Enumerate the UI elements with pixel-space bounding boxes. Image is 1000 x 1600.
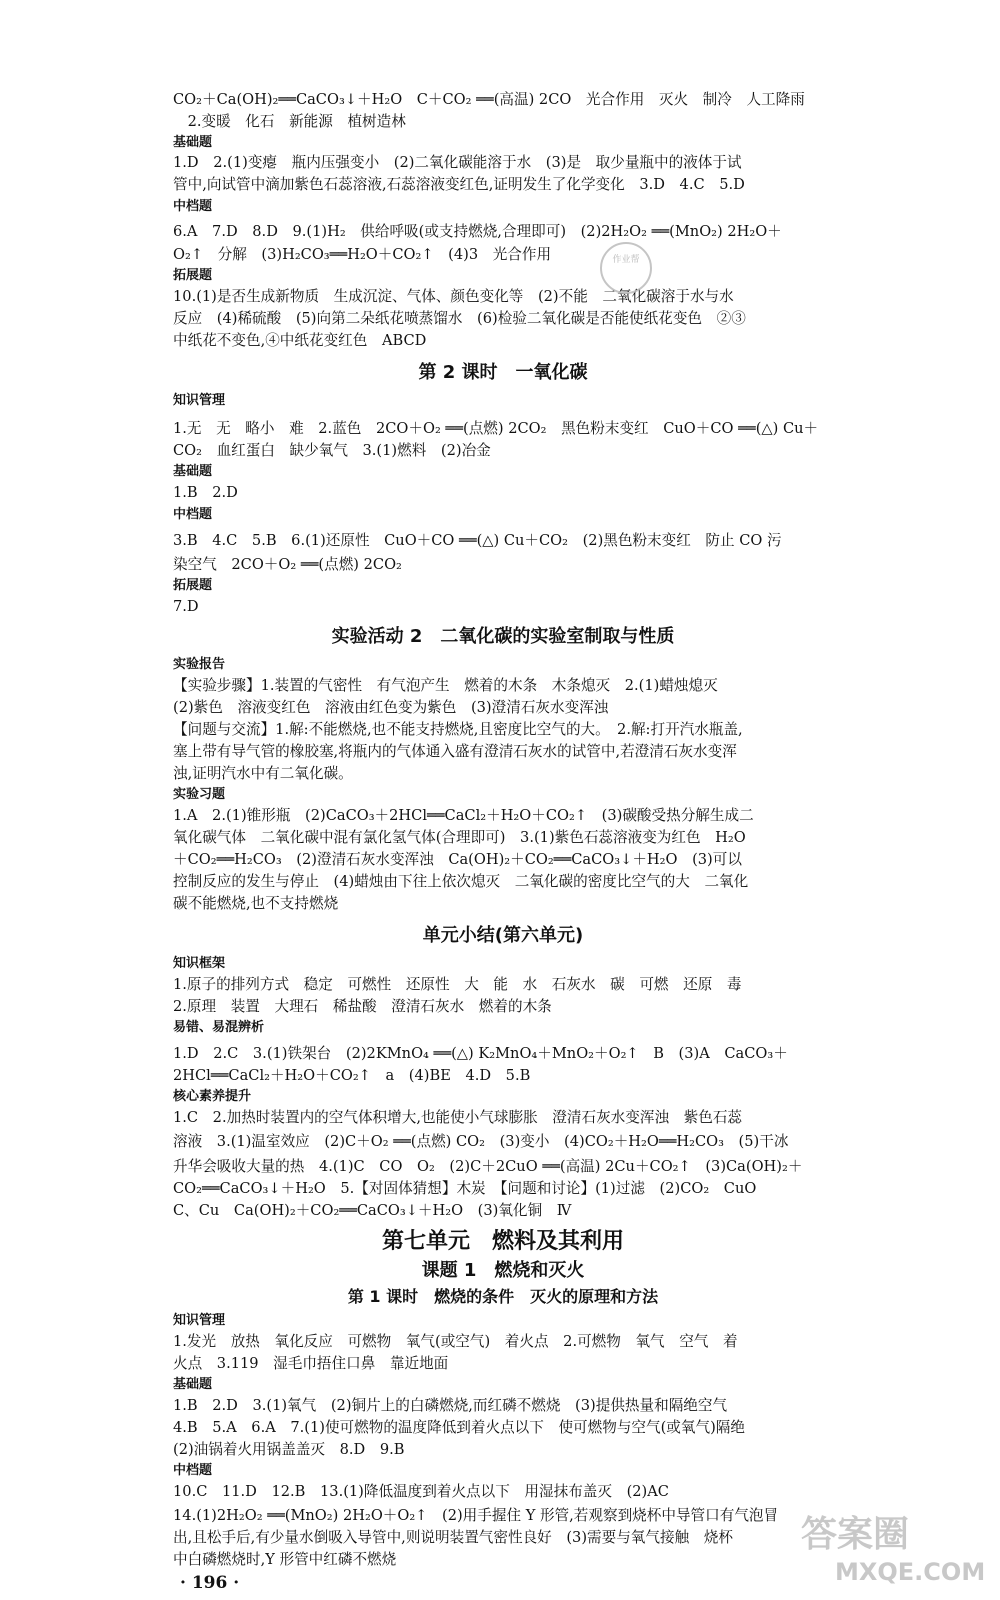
text-line: 氧化碳气体 二氧化碳中混有氯化氢气体(合理即可) 3.(1)紫色石蕊溶液变为红色 H₂O (173, 829, 746, 846)
unit-summary-heading: 单元小结(第六单元) (422, 925, 584, 946)
text-line: ＋CO₂══H₂CO₃ (2)澄清石灰水变浑浊 Ca(OH)₂＋CO₂══CaCO₃↓＋H₂O (3)可以 (173, 851, 742, 868)
text-line: 1.发光 放热 氧化反应 可燃物 氧气(或空气) 着火点 2.可燃物 氧气 空气 着 (173, 1333, 738, 1350)
unit-heading: 第七单元 燃料及其利用 (381, 1229, 624, 1254)
text-line: 【问题与交流】1.解:不能燃烧,也不能支持燃烧,且密度比空气的大。 2.解:打开汽水瓶盖, (173, 721, 743, 738)
watermark-logo (795, 1498, 986, 1598)
text-line: 2.变暖 化石 新能源 植树造林 (173, 113, 406, 130)
text-line: 2HCl══CaCl₂＋H₂O＋CO₂↑ a (4)BE 4.D 5.B (173, 1067, 531, 1084)
text-line: 中白磷燃烧时,Y 形管中红磷不燃烧 (173, 1551, 397, 1568)
text-line: CO₂══CaCO₃↓＋H₂O 5.【对固体猜想】木炭 【问题和讨论】(1)过滤 (2)CO₂ CuO (173, 1180, 757, 1197)
text-line: CO₂＋Ca(OH)₂══CaCO₃↓＋H₂O C＋CO₂ ══(高温) 2CO 光合作用 灭火 制冷 人工降雨 (173, 91, 805, 108)
text-line: 10.(1)是否生成新物质 生成沉淀、气体、颜色变化等 (2)不能 二氧化碳溶于水与水 (173, 288, 734, 305)
text-line: 1.A 2.(1)锥形瓶 (2)CaCO₃＋2HCl══CaCl₂＋H₂O＋CO₂↑ (3)碳酸受热分解生成二 (173, 807, 754, 824)
section-label: 中档题 (173, 1463, 213, 1478)
text-line: 染空气 2CO＋O₂ ══(点燃) 2CO₂ (173, 556, 402, 573)
text-line: 7.D (173, 598, 199, 615)
text-line: 反应 (4)稀硫酸 (5)向第二朵纸花喷蒸馏水 (6)检验二氧化碳是否能使纸花变色 ②③ (173, 310, 746, 327)
watermark-url: MXQE.COM (835, 1558, 986, 1586)
text-line: C、Cu Ca(OH)₂＋CO₂══CaCO₃↓＋H₂O (3)氧化铜 Ⅳ (173, 1202, 572, 1219)
text-line: 4.B 5.A 6.A 7.(1)使可燃物的温度降低到着火点以下 使可燃物与空气(或氧气)隔绝 (173, 1419, 745, 1436)
section-label: 知识管理 (173, 393, 226, 408)
text-line: 1.D 2.C 3.(1)铁架台 (2)2KMnO₄ ══(△) K₂MnO₄＋MnO₂＋O₂↑ B (3)A CaCO₃＋ (173, 1045, 788, 1062)
text-line: 管中,向试管中滴加紫色石蕊溶液,石蕊溶液变红色,证明发生了化学变化 3.D 4.C 5.D (173, 176, 745, 193)
section-label: 易错、易混辨析 (173, 1020, 265, 1035)
page-number: · 196 · (180, 1573, 240, 1593)
text-line: 溶液 3.(1)温室效应 (2)C＋O₂ ══(点燃) CO₂ (3)变小 (4)CO₂＋H₂O══H₂CO₃ (5)干冰 (173, 1133, 789, 1150)
text-line: 6.A 7.D 8.D 9.(1)H₂ 供给呼吸(或支持燃烧,合理即可) (2)2H₂O₂ ══(MnO₂) 2H₂O＋ (173, 223, 782, 240)
text-line: 3.B 4.C 5.B 6.(1)还原性 CuO＋CO ══(△) Cu＋CO₂ (2)黑色粉末变红 防止 CO 污 (173, 532, 782, 549)
text-line: (2)紫色 溶液变红色 溶液由红色变为紫色 (3)澄清石灰水变浑浊 (173, 699, 609, 716)
section-label: 基础题 (173, 1377, 213, 1392)
text-line: 1.C 2.加热时装置内的空气体积增大,也能使小气球膨胀 澄清石灰水变浑浊 紫色石蕊 (173, 1109, 743, 1126)
text-line: 中纸花不变色,④中纸花变红色 ABCD (173, 332, 427, 349)
text-line: 1.B 2.D (173, 484, 238, 501)
lesson-heading: 第 1 课时 燃烧的条件 灭火的原理和方法 (347, 1287, 659, 1306)
text-line: 升华会吸收大量的热 4.(1)C CO O₂ (2)C＋2CuO ══(高温) 2Cu＋CO₂↑ (3)Ca(OH)₂＋ (173, 1158, 803, 1175)
section-label: 中档题 (173, 199, 213, 214)
lesson-heading: 实验活动 2 二氧化碳的实验室制取与性质 (331, 626, 675, 647)
section-label: 核心素养提升 (173, 1089, 252, 1104)
text-line: 浊,证明汽水中有二氧化碳。 (173, 765, 353, 782)
text-line: 塞上带有导气管的橡胶塞,将瓶内的气体通入盛有澄清石灰水的试管中,若澄清石灰水变浑 (173, 743, 737, 760)
text-line: 【实验步骤】1.装置的气密性 有气泡产生 燃着的木条 木条熄灭 2.(1)蜡烛熄灭 (173, 677, 718, 694)
watermark-text: 答案圈 (801, 1514, 910, 1555)
lesson-heading: 第 2 课时 一氧化碳 (418, 362, 588, 383)
section-label: 实验习题 (173, 787, 226, 802)
topic-heading: 课题 1 燃烧和灭火 (421, 1260, 585, 1281)
text-line: O₂↑ 分解 (3)H₂CO₃══H₂O＋CO₂↑ (4)3 光合作用 (173, 246, 552, 263)
section-label: 知识管理 (173, 1313, 226, 1328)
text-line: 1.无 无 略小 难 2.蓝色 2CO＋O₂ ══(点燃) 2CO₂ 黑色粉末变红 CuO＋CO ══(△) Cu＋ (173, 420, 819, 437)
text-line: 14.(1)2H₂O₂ ══(MnO₂) 2H₂O＋O₂↑ (2)用手握住 Y 形管,若观察到烧杯中导管口有气泡冒 (173, 1507, 779, 1524)
text-line: 2.原理 装置 大理石 稀盐酸 澄清石灰水 燃着的木条 (173, 998, 552, 1015)
section-label: 拓展题 (173, 268, 213, 283)
text-line: 控制反应的发生与停止 (4)蜡烛由下往上依次熄灭 二氧化碳的密度比空气的大 二氧化 (173, 873, 749, 890)
stamp-seal: 作业帮 (600, 242, 652, 294)
section-label: 实验报告 (173, 657, 226, 672)
text-line: 1.D 2.(1)变瘪 瓶内压强变小 (2)二氧化碳能溶于水 (3)是 取少量瓶中的液体于试 (173, 154, 742, 171)
text-line: CO₂ 血红蛋白 缺少氧气 3.(1)燃料 (2)冶金 (173, 442, 491, 459)
section-label: 基础题 (173, 464, 213, 479)
text-line: 碳不能燃烧,也不支持燃烧 (173, 895, 339, 912)
text-line: 1.B 2.D 3.(1)氧气 (2)铜片上的白磷燃烧,而红磷不燃烧 (3)提供热量和隔绝空气 (173, 1397, 728, 1414)
text-line: 10.C 11.D 12.B 13.(1)降低温度到着火点以下 用湿抹布盖灭 (2)AC (173, 1483, 669, 1500)
section-label: 基础题 (173, 135, 213, 150)
section-label: 中档题 (173, 507, 213, 522)
section-label: 拓展题 (173, 578, 213, 593)
text-line: (2)油锅着火用锅盖盖灭 8.D 9.B (173, 1441, 405, 1458)
section-label: 知识框架 (173, 956, 226, 971)
text-line: 1.原子的排列方式 稳定 可燃性 还原性 大 能 水 石灰水 碳 可燃 还原 毒 (173, 976, 742, 993)
text-line: 出,且松手后,有少量水倒吸入导管中,则说明装置气密性良好 (3)需要与氧气接触 烧杯 (173, 1529, 733, 1546)
text-line: 火点 3.119 湿毛巾捂住口鼻 靠近地面 (173, 1355, 449, 1372)
